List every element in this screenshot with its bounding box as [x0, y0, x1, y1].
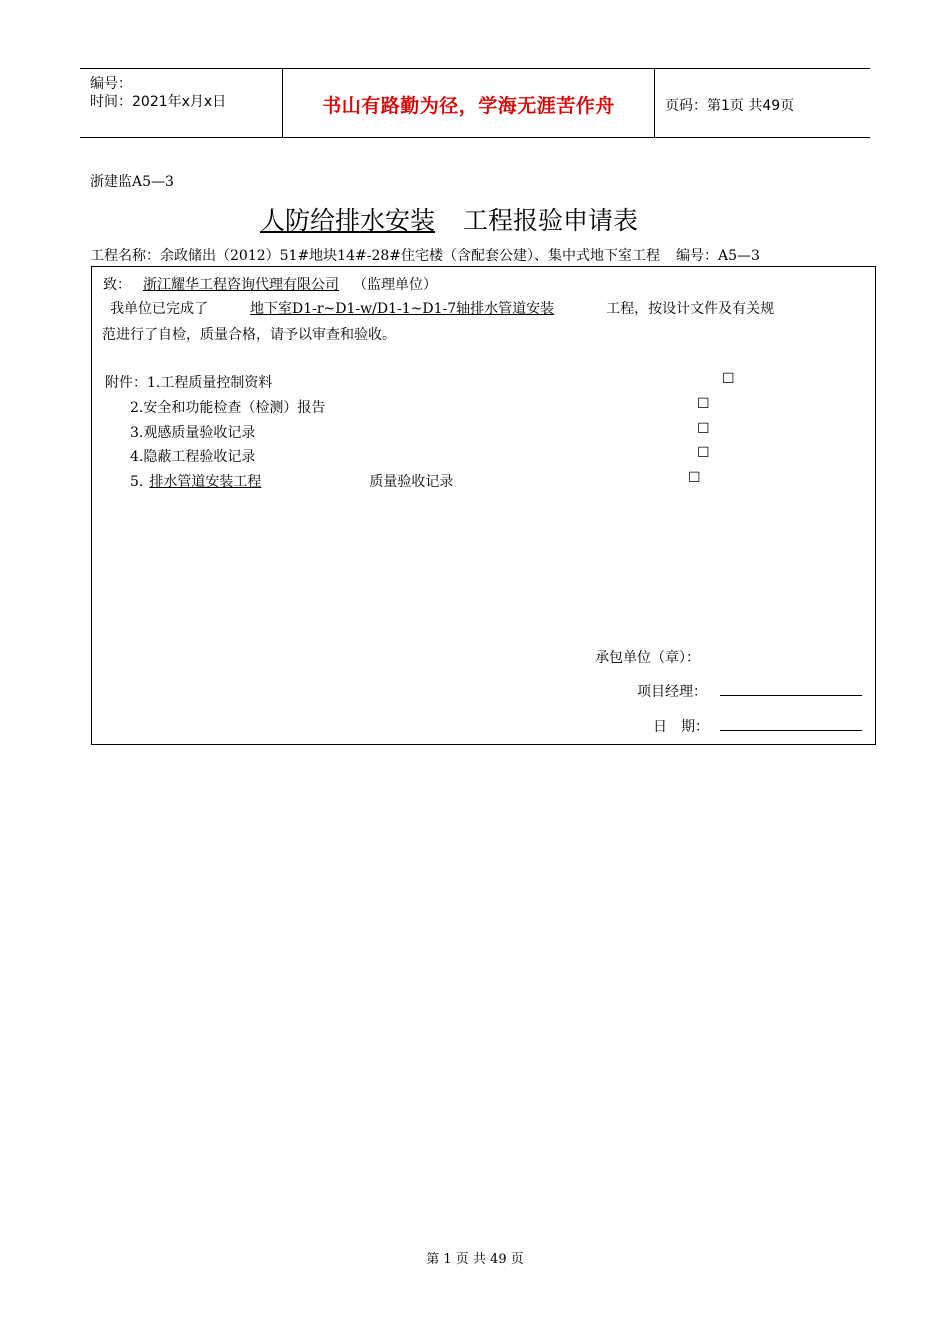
to-suffix: （监理单位）	[353, 277, 437, 293]
form-number: 编号：A5—3	[676, 248, 760, 264]
header-page-cell	[655, 69, 870, 137]
manager-label: 项目经理：	[637, 684, 707, 700]
footer-page-number: 第 1 页 共 49 页	[426, 1252, 524, 1267]
attachment-5-prefix: 5.	[130, 474, 144, 490]
header-time-label: 时间：2021年x月x日	[90, 94, 227, 110]
attachment-2: 2.安全和功能检查（检测）报告	[130, 400, 326, 416]
attachment-3: 3.观感质量验收记录	[130, 425, 256, 441]
document-header	[80, 68, 870, 138]
attachment-3-checkbox[interactable]: ☐	[697, 421, 710, 437]
to-label: 致：	[103, 277, 131, 293]
form-title-rest: 工程报验申请表	[463, 206, 639, 235]
attachment-4: 4.隐蔽工程验收记录	[130, 449, 256, 465]
completed-prefix: 我单位已完成了	[110, 301, 208, 317]
attachment-5-suffix: 质量验收记录	[369, 474, 454, 490]
attachment-1: 1.工程质量控制资料	[147, 375, 273, 391]
attachment-1-line	[105, 372, 272, 392]
completed-suffix: 工程，按设计文件及有关规	[606, 301, 775, 317]
project-line	[90, 245, 760, 265]
form-title-underlined: 人防给排水安装	[260, 206, 436, 235]
completed-line	[110, 298, 774, 318]
attachment-5-line	[130, 471, 453, 491]
to-company: 浙江耀华工程咨询代理有限公司	[143, 277, 339, 293]
manager-signature-field[interactable]	[720, 681, 862, 696]
completed-work: 地下室D1-r~D1-w/D1-1~D1-7轴排水管道安装	[250, 301, 555, 317]
header-number-label: 编号：	[90, 76, 132, 92]
header-left-cell	[80, 69, 282, 137]
header-motto-cell	[282, 69, 655, 137]
attachment-1-checkbox[interactable]: ☐	[722, 371, 735, 387]
attachment-4-checkbox[interactable]: ☐	[697, 445, 710, 461]
form-code: 浙建监A5—3	[90, 174, 174, 190]
header-motto: 书山有路勤为径，学海无涯苦作舟	[322, 95, 615, 117]
to-line	[103, 274, 437, 294]
contractor-label: 承包单位（章）：	[595, 650, 700, 666]
application-form-box	[91, 266, 876, 745]
attachment-5-name: 排水管道安装工程	[149, 474, 262, 490]
attachment-2-checkbox[interactable]: ☐	[697, 396, 710, 412]
completed-line-2: 范进行了自检，质量合格，请予以审查和验收。	[102, 327, 396, 343]
date-field[interactable]	[720, 716, 862, 731]
form-title	[260, 201, 638, 237]
attachments-label: 附件：	[105, 375, 147, 391]
header-page-label: 页码：第1页 共49页	[665, 98, 795, 114]
project-name: 工程名称：余政储出（2012）51#地块14#-28#住宅楼（含配套公建）、集中式地下室工程	[90, 248, 660, 264]
attachment-5-checkbox[interactable]: ☐	[688, 470, 701, 486]
date-label: 日 期：	[653, 719, 709, 735]
